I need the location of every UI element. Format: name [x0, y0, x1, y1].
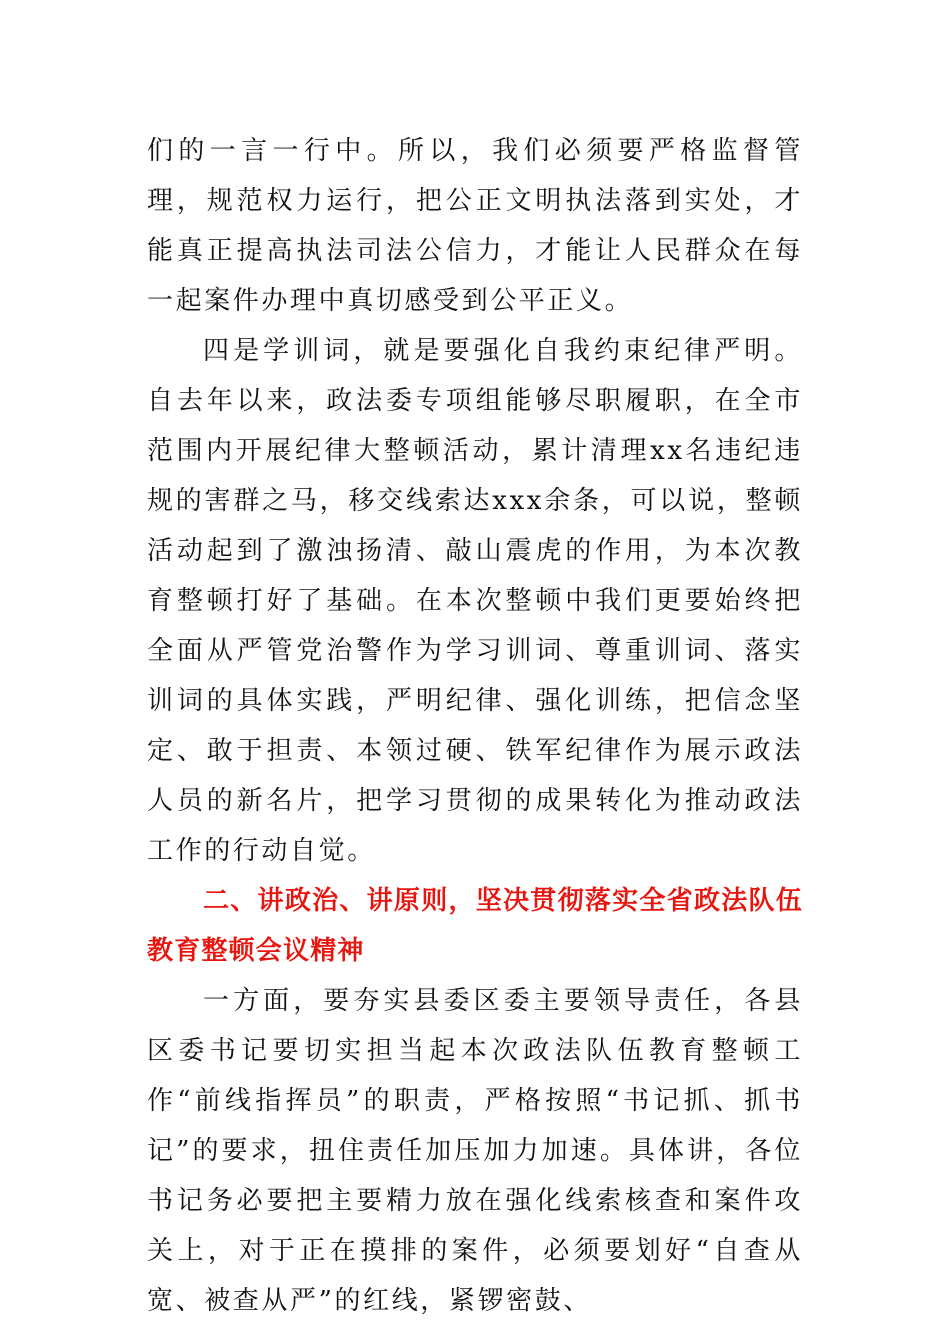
paragraph-point-four: 四是学训词，就是要强化自我约束纪律严明。自去年以来，政法委专项组能够尽职履职，在全市范围内开展纪律大整顿活动，累计清理xx名违纪违规的害群之马，移交线索达xxx余条，可以说，整顿活动起到了激浊扬清、敲山震虎的作用，为本次教育整顿打好了基础。在本次整顿中我们更要始终把全面从严管党治警作为学习训词、尊重训词、落实训词的具体实践，严明纪律、强化训练，把信念坚定、敢于担责、本领过硬、铁军纪律作为展示政法人员的新名片，把学习贯彻的成果转化为推动政法工作的行动自觉。	[147, 336, 803, 866]
paragraph-section-two: 一方面，要夯实县委区委主要领导责任，各县区委书记要切实担当起本次政法队伍教育整顿工作“前线指挥员”的职责，严格按照“书记抓、抓书记”的要求，扭住责任加压加力加速。具体讲，各位书记务必要把主要精力放在强化线索核查和案件攻关上，对于正在摸排的案件，必须要划好“自查从宽、被查从严”的红线，紧锣密鼓、	[147, 986, 803, 1316]
section-heading: 二、讲政治、讲原则，坚决贯彻落实全省政法队伍教育整顿会议精神	[147, 886, 803, 966]
document-body	[147, 126, 803, 1326]
paragraph-continuation: 们的一言一行中。所以，我们必须要严格监督管理，规范权力运行，把公正文明执法落到实处，才能真正提高执法司法公信力，才能让人民群众在每一起案件办理中真切感受到公平正义。	[147, 136, 803, 316]
